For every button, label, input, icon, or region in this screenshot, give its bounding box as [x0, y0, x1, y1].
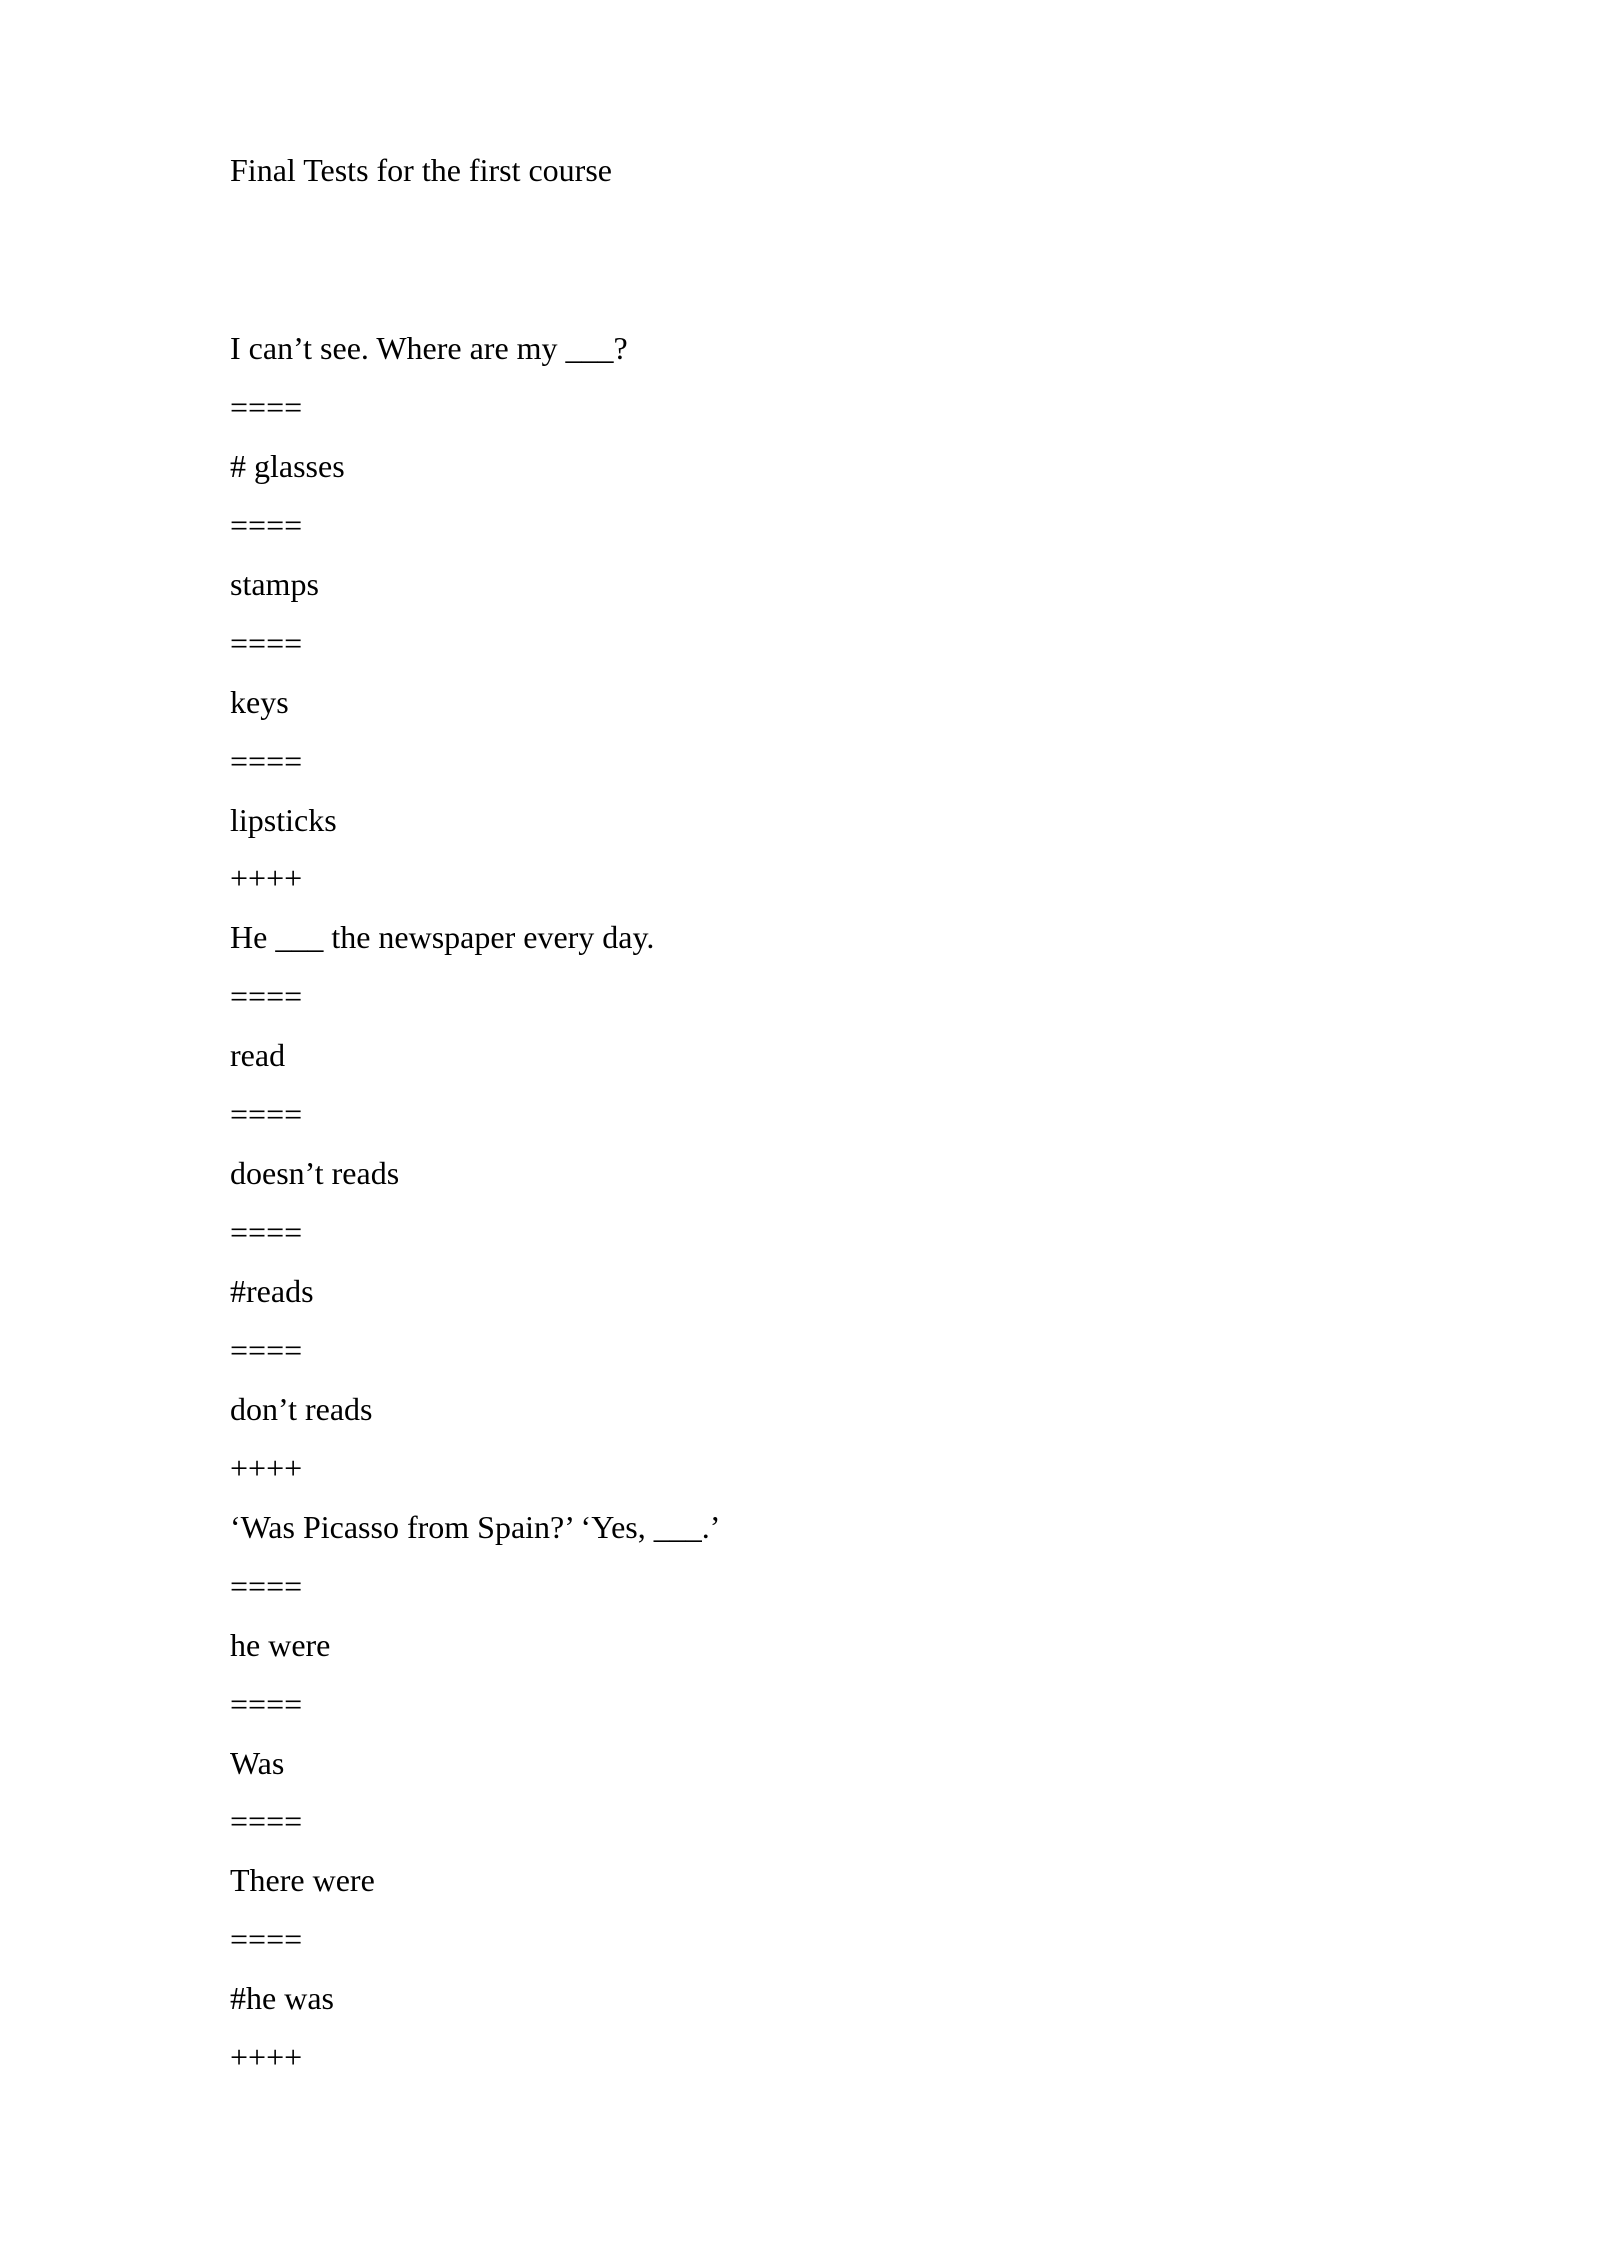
- document-title: Final Tests for the first course: [230, 152, 612, 188]
- answer-line: read: [230, 1037, 286, 1074]
- answer-line: keys: [230, 683, 289, 720]
- question-end-line: ++++: [230, 1449, 303, 1486]
- question-line: He ___ the newspaper every day.: [230, 919, 655, 956]
- answer-line: don’t reads: [230, 1390, 373, 1427]
- separator-line: ====: [230, 1331, 303, 1368]
- separator-line: ====: [230, 506, 303, 543]
- answer-line: #reads: [230, 1273, 314, 1309]
- question-line: ‘Was Picasso from Spain?’ ‘Yes, ___.’: [230, 1508, 721, 1545]
- separator-line: ====: [230, 1685, 303, 1722]
- separator-line: ====: [230, 1214, 303, 1251]
- separator-line: ====: [230, 388, 303, 425]
- question-line: I can’t see. Where are my ___?: [230, 330, 628, 366]
- answer-line: lipsticks: [230, 801, 337, 838]
- answer-line: stamps: [230, 565, 319, 602]
- separator-line: ====: [230, 1921, 303, 1958]
- separator-line: ====: [230, 624, 303, 661]
- separator-line: ====: [230, 1096, 303, 1133]
- separator-line: ====: [230, 1567, 303, 1604]
- answer-line: #he was: [230, 1980, 334, 2017]
- separator-line: ====: [230, 742, 303, 779]
- separator-line: ====: [230, 1803, 303, 1840]
- separator-line: ====: [230, 978, 303, 1015]
- answer-line: doesn’t reads: [230, 1155, 400, 1192]
- question-end-line: ++++: [230, 2039, 303, 2076]
- answer-line: # glasses: [230, 447, 345, 484]
- answer-line: There were: [230, 1862, 375, 1899]
- answer-line: he were: [230, 1626, 331, 1663]
- answer-line: Was: [230, 1744, 285, 1781]
- question-end-line: ++++: [230, 860, 303, 897]
- test-lines: [230, 326, 720, 2094]
